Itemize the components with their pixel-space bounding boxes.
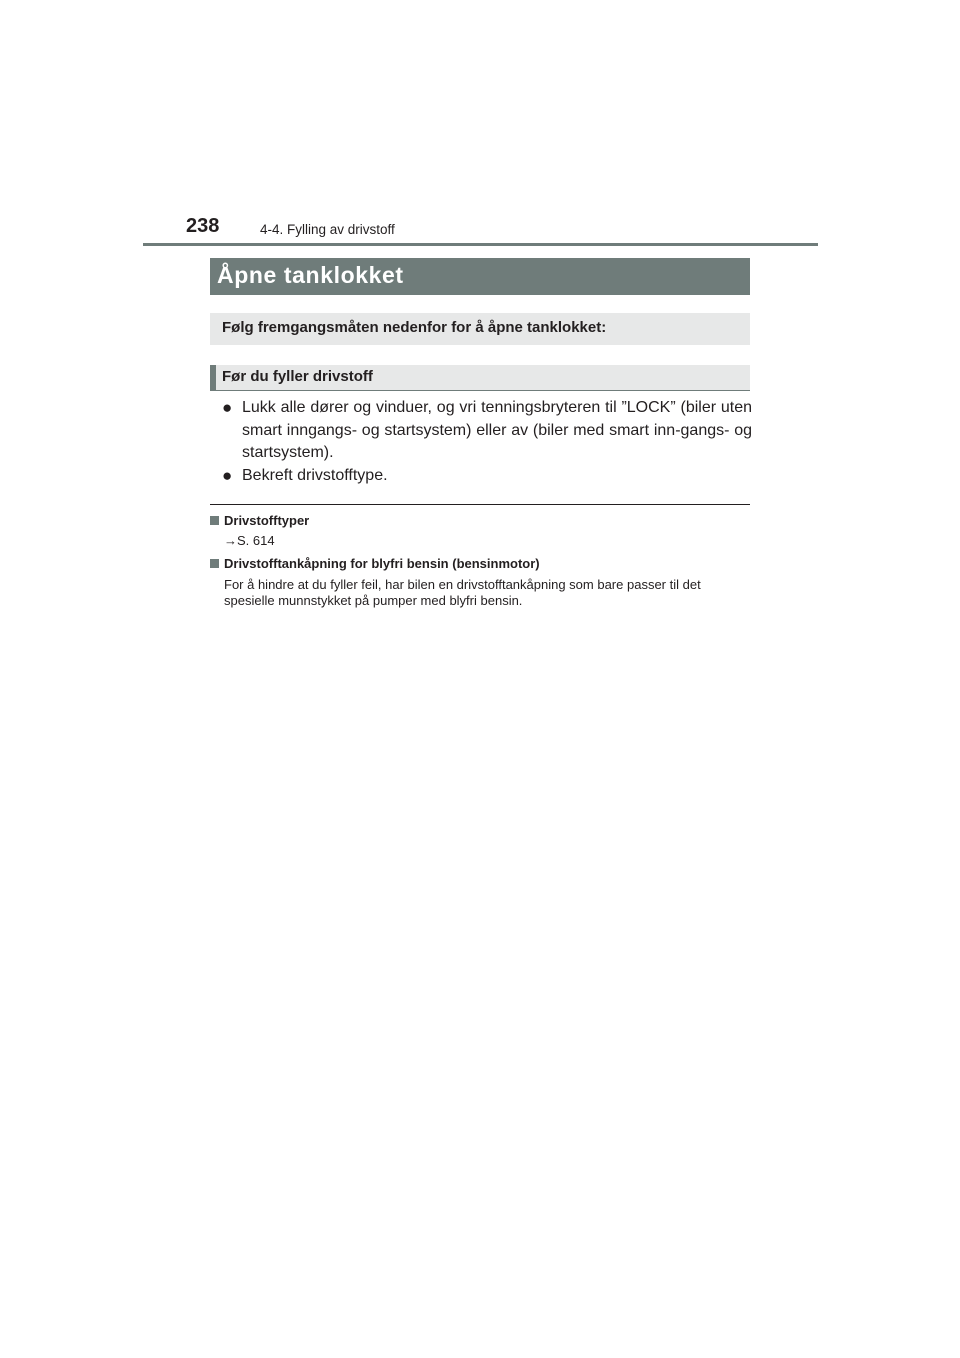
page-number: 238: [186, 215, 220, 237]
square-bullet-icon: [210, 559, 219, 568]
subsection-accent-bar: [210, 365, 216, 390]
list-item-text: Lukk alle dører og vinduer, og vri tenningsbryteren til ”LOCK” (biler uten smart inngangs- og startsystem) eller av (biler med smart inn-gangs- og startsystem).: [242, 399, 752, 461]
intro-text: Følg fremgangsmåten nedenfor for å åpne tanklokket:: [222, 319, 607, 336]
header-rule: [143, 243, 818, 246]
bullet-icon: ●: [222, 466, 233, 485]
square-bullet-icon: [210, 516, 219, 525]
note-heading: [210, 556, 540, 571]
note-heading-text: Drivstofftankåpning for blyfri bensin (bensinmotor): [224, 556, 540, 571]
bullet-icon: ●: [222, 398, 233, 417]
section-divider: [210, 504, 750, 505]
subsection-title: Før du fyller drivstoff: [222, 368, 373, 385]
note-body: →S. 614: [224, 533, 275, 548]
list-item: [222, 397, 752, 465]
section-title-bar: [210, 258, 750, 295]
section-title: Åpne tanklokket: [217, 262, 404, 288]
list-item-text: Bekreft drivstofftype.: [242, 467, 388, 484]
intro-box: [210, 313, 750, 345]
list-item: [222, 465, 752, 488]
chapter-title: 4-4. Fylling av drivstoff: [260, 222, 395, 237]
subsection-heading: [210, 365, 750, 391]
note-body: For å hindre at du fyller feil, har bilen en drivstofftankåpning som bare passer til det spesielle munnstykket på pumper med blyfri bensin.: [224, 577, 701, 608]
note-heading-text: Drivstofftyper: [224, 513, 310, 528]
note-heading: [210, 513, 309, 528]
